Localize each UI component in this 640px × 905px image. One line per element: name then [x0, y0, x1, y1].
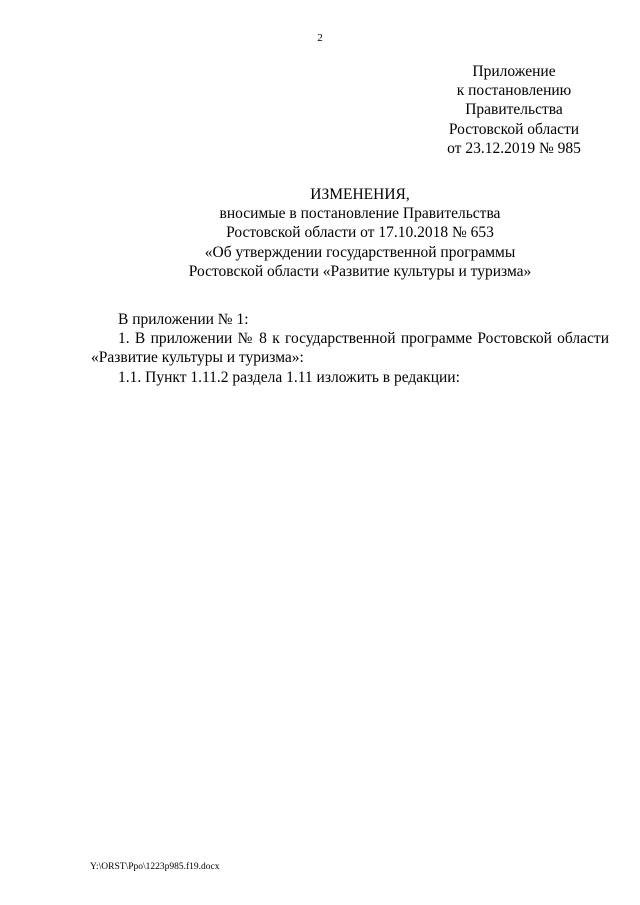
footer-file-path: Y:\ORST\Ppo\1223p985.f19.docx: [90, 862, 220, 872]
item-1-paragraph: 1. В приложении № 8 к государственной программе Ростовской области: [118, 330, 609, 348]
document-title: [60, 185, 640, 281]
title-line: Ростовской области от 17.10.2018 № 653: [226, 224, 494, 242]
appendix-line: Приложение: [472, 63, 556, 80]
page-number: 2: [317, 32, 323, 44]
item-1-1-paragraph: 1.1. Пункт 1.11.2 раздела 1.11 изложить в редакции:: [118, 368, 460, 386]
appendix-line: Правительства: [465, 101, 563, 119]
appendix-header: [420, 62, 608, 158]
document-body: [91, 310, 609, 387]
appendix-line: к постановлению: [456, 82, 572, 100]
title-line: «Об утверждении государственной программы: [204, 243, 516, 261]
appendix-line: Ростовской области: [448, 120, 580, 138]
intro-paragraph: В приложении № 1:: [118, 311, 249, 328]
appendix-date-number: от 23.12.2019 № 985: [447, 139, 581, 157]
item-1-continuation: «Развитие культуры и туризма»:: [91, 349, 304, 367]
title-line: вносимые в постановление Правительства: [219, 205, 501, 223]
title-line: Ростовской области «Развитие культуры и туризма»: [188, 262, 532, 280]
title-heading: ИЗМЕНЕНИЯ,: [310, 186, 410, 203]
